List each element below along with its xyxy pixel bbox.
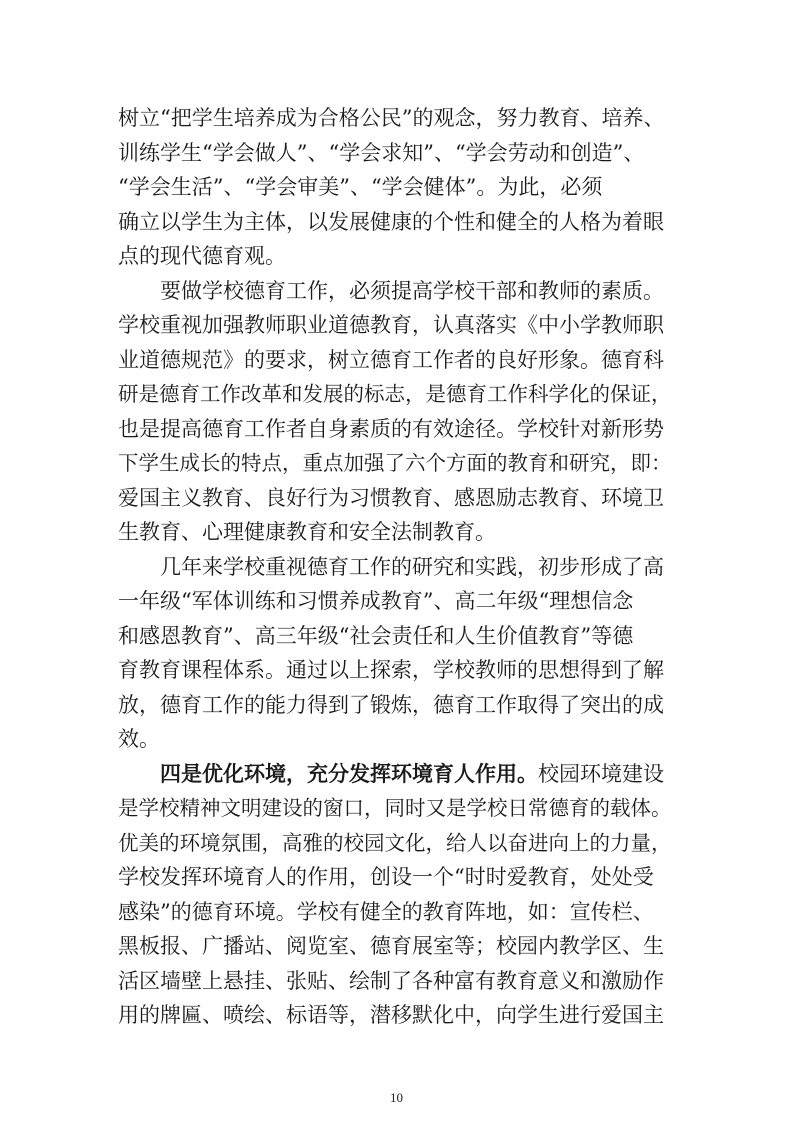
page-number: 10	[390, 1090, 403, 1105]
paragraph-4-line-5: 感染”的德育环境。学校有健全的教育阵地，如：宣传栏、	[118, 900, 654, 924]
paragraph-3-line-6: 效。	[118, 727, 160, 751]
section-heading: 四是优化环境，充分发挥环境育人作用。	[160, 761, 538, 786]
paragraph-2-line-2: 学校重视加强教师职业道德教育，认真落实《中小学教师职	[118, 313, 664, 337]
paragraph-3-line-5: 放，德育工作的能力得到了锻炼，德育工作取得了突出的成	[118, 693, 664, 717]
paragraph-2-line-5: 也是提高德育工作者自身素质的有效途径。学校针对新形势	[118, 417, 664, 441]
paragraph-1-line-1: 树立“把学生培养成为合格公民”的观念，努力教育、培养、	[118, 106, 665, 130]
paragraph-3-line-4: 育教育课程体系。通过以上探索，学校教师的思想得到了解	[118, 658, 664, 682]
paragraph-4-line-6: 黑板报、广播站、阅览室、德育展室等；校园内教学区、生	[118, 934, 664, 958]
paragraph-2-line-6: 下学生成长的特点，重点加强了六个方面的教育和研究，即：	[118, 451, 672, 475]
paragraph-3-line-2: 一年级“军体训练和习惯养成教育”、高二年级“理想信念	[118, 589, 634, 613]
paragraph-4-line-3: 优美的环境氛围，高雅的校园文化，给人以奋进向上的力量，	[118, 831, 672, 855]
paragraph-2-line-8: 生教育、心理健康教育和安全法制教育。	[118, 520, 496, 544]
paragraph-4-line-2: 是学校精神文明建设的窗口，同时又是学校日常德育的载体。	[118, 796, 672, 820]
paragraph-4-line-4: 学校发挥环境育人的作用，创设一个“时时爱教育，处处受	[118, 865, 654, 889]
paragraph-2-line-1: 要做学校德育工作，必须提高学校干部和教师的素质。	[160, 279, 664, 303]
paragraph-4-line-7: 活区墙壁上悬挂、张贴、绘制了各种富有教育意义和激励作	[118, 969, 664, 993]
paragraph-1-line-2: 训练学生“学会做人”、“学会求知”、“学会劳动和创造”、	[118, 141, 645, 165]
paragraph-1-line-3: “学会生活”、“学会审美”、“学会健体”。为此，必须	[118, 175, 603, 199]
paragraph-3-line-3: 和感恩教育”、高三年级“社会责任和人生价值教育”等德	[118, 624, 634, 648]
paragraph-2-line-3: 业道德规范》的要求，树立德育工作者的良好形象。德育科	[118, 348, 664, 372]
paragraph-2-line-4: 研是德育工作改革和发展的标志，是德育工作科学化的保证，	[118, 382, 672, 406]
paragraph-1-line-4: 确立以学生为主体，以发展健康的个性和健全的人格为着眼	[118, 210, 664, 234]
paragraph-2-line-7: 爱国主义教育、良好行为习惯教育、感恩励志教育、环境卫	[118, 486, 664, 510]
paragraph-4-line-1	[160, 759, 678, 789]
paragraph-3-line-1: 几年来学校重视德育工作的研究和实践，初步形成了高	[160, 555, 664, 579]
paragraph-4-line-8: 用的牌匾、喷绘、标语等，潜移默化中，向学生进行爱国主	[118, 1003, 664, 1027]
paragraph-4-line-1-rest: 校园环境建设	[538, 762, 664, 786]
paragraph-1-line-5: 点的现代德育观。	[118, 244, 286, 268]
